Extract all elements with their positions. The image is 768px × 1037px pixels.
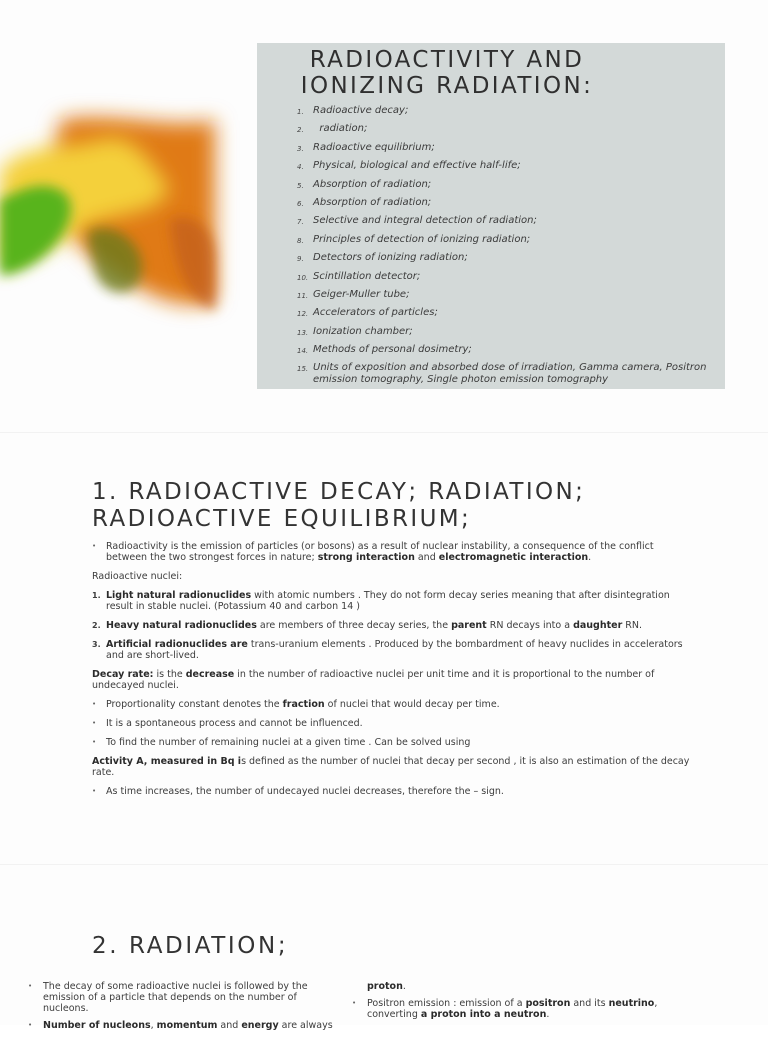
topic-item: 13. Ionization chamber; (297, 325, 413, 337)
bullet-item: • Number of nucleons, momentum and energy are always (28, 1020, 338, 1031)
title-panel (257, 43, 725, 389)
numbered-item: 3. Artificial radionuclides are trans-uranium elements . Produced by the bombardment of heavy nuclides in accelerators and are short-lived. (92, 639, 683, 661)
slide-body (92, 541, 692, 805)
bullet-item: • The decay of some radioactive nuclei is followed by the emission of a particle that depends on the number of nucleons. (28, 981, 338, 1014)
decay-rate-paragraph: Decay rate: is the decrease in the number of radioactive nuclei per unit time and it is proportional to the number of undecayed nuclei. (92, 669, 655, 691)
topic-item: 8. Principles of detection of ionizing radiation; (297, 233, 531, 245)
radiation-slide (0, 864, 768, 1031)
topic-item: 10. Scintillation detector; (297, 270, 421, 282)
right-column (352, 981, 692, 1026)
left-column (28, 981, 338, 1037)
slide-title: RADIOACTIVITY AND IONIZING RADIATION: (300, 47, 594, 99)
topic-item: 5. Absorption of radiation; (297, 178, 432, 190)
numbered-item: 1. Light natural radionuclides with atomic numbers . They do not form decay series meaning that after disintegration result in stable nuclei. (Potassium 40 and carbon 14 ) (92, 590, 670, 612)
bullet-item: • It is a spontaneous process and cannot be influenced. (92, 718, 692, 729)
radioactive-decay-slide (0, 432, 768, 865)
topic-item: 2. radiation; (297, 123, 368, 135)
bullet-item: • Positron emission : emission of a positron and its neutrino, converting a proton into a neutron. (352, 998, 692, 1020)
numbered-item: 2. Heavy natural radionuclides are members of three decay series, the parent RN decays into a daughter RN. (92, 620, 643, 631)
topic-item: 7. Selective and integral detection of radiation; (297, 215, 537, 227)
topic-item: 12. Accelerators of particles; (297, 307, 438, 319)
topic-item: 14. Methods of personal dosimetry; (297, 344, 472, 356)
topic-item: 3. Radioactive equilibrium; (297, 141, 435, 153)
bullet-item: • Radioactivity is the emission of particles (or bosons) as a result of nuclear instability, a consequence of the conflict between the two strongest forces in nature; strong interaction and electromagnetic interaction. (92, 541, 692, 563)
topic-item: 6. Absorption of radiation; (297, 196, 432, 208)
continued-text: proton. (367, 981, 406, 992)
topic-item: 15. Units of exposition and absorbed dose of irradiation, Gamma camera, Positron emission tomography, Single photon emission tomography (297, 362, 707, 386)
topic-item: 1. Radioactive decay; (297, 105, 409, 116)
section-heading: 1. RADIOACTIVE DECAY; RADIATION; RADIOACTIVE EQUILIBRIUM; (92, 479, 586, 532)
bullet-item: • To find the number of remaining nuclei at a given time . Can be solved using (92, 737, 692, 748)
bullet-item: • As time increases, the number of undecayed nuclei decreases, therefore the – sign. (92, 786, 692, 797)
color-wave-decoration (0, 100, 215, 330)
topic-item: 9. Detectors of ionizing radiation; (297, 252, 468, 264)
bullet-item: • Proportionality constant denotes the fraction of nuclei that would decay per time. (92, 699, 692, 710)
topic-list (293, 105, 713, 393)
topic-item: 11. Geiger-Muller tube; (297, 288, 410, 300)
title-slide (0, 0, 768, 432)
topic-item: 4. Physical, biological and effective half-life; (297, 160, 521, 172)
activity-paragraph: Activity A, measured in Bq is defined as the number of nuclei that decay per second , it is also an estimation of the decay rate. (92, 756, 690, 778)
nuclei-label: Radioactive nuclei: (92, 571, 183, 582)
section-heading: 2. RADIATION; (92, 933, 289, 959)
